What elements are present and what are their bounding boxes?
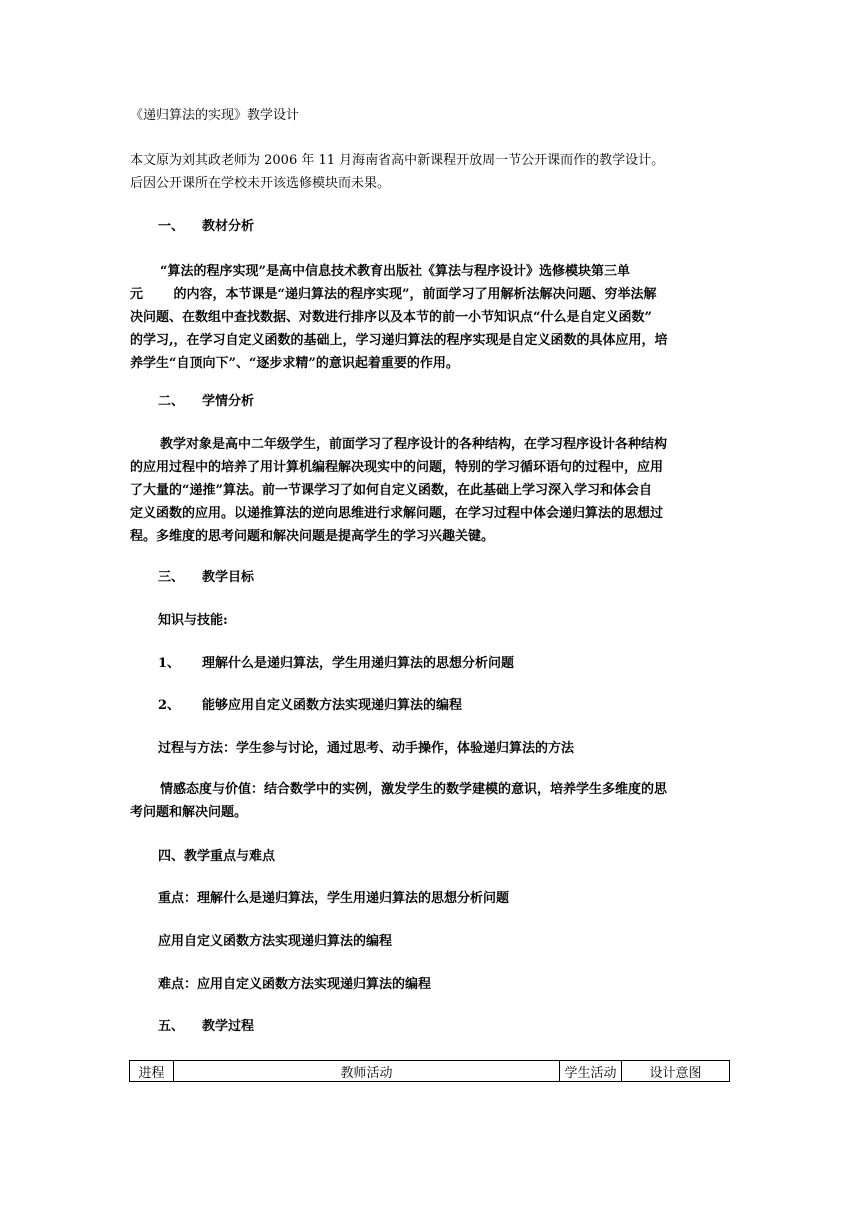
section-heading-5 [158,1017,254,1037]
table-header-student-activity: 学生活动 [560,1061,622,1081]
paragraph-line: 养学生“自顶向下”、“逐步求精”的意识起着重要的作用。 [130,356,459,371]
section-title: 教学过程 [202,1019,255,1034]
paragraph-line: 教学对象是高中二年级学生，前面学习了程序设计的各种结构，在学习程序设计各种结构 [160,437,668,452]
paragraph-line: 元 的内容，本节课是“递归算法的程序实现”，前面学习了用解析法解决问题、穷举法解 [130,287,657,302]
paragraph-learner-analysis [130,433,730,548]
section-title: 教材分析 [202,219,255,234]
teaching-process-table [129,1060,730,1082]
paragraph-line: 决问题、在数组中查找数据、对数进行排序以及本节的前一小节知识点“什么是自定义函数” [130,310,652,325]
paragraph-line: 情感态度与价值：结合数学中的实例，激发学生的数学建模的意识，培养学生多维度的思 [160,782,668,797]
paragraph-line: 定义函数的应用。以递推算法的逆向思维进行求解问题，在学习过程中体会递归算法的思想过 [130,506,664,521]
intro-line-1: 本文原为刘其政老师为 2006 年 11 月海南省高中新课程开放周一节公开课而作的教学设计。 [130,153,665,168]
goal-item-1 [158,654,514,674]
document-title: 《递归算法的实现》教学设计 [130,108,300,123]
knowledge-skills-label: 知识与技能: [158,613,228,628]
paragraph-line: 的学习,，在学习自定义函数的基础上，学习递归算法的程序实现是自定义函数的具体应用，培 [130,333,668,348]
goal-number: 1、 [158,656,181,671]
section-title: 学情分析 [202,394,255,409]
key-point: 重点：理解什么是递归算法，学生用递归算法的思想分析问题 [158,891,510,906]
paragraph-attitude [130,778,730,824]
paragraph-line: 了大量的“递推”算法。前一节课学习了如何自定义函数，在此基础上学习深入学习和体会自 [130,483,652,498]
paragraph-line: “算法的程序实现”是高中信息技术教育出版社《算法与程序设计》选修模块第三单 [160,264,630,279]
section-number: 三、 [158,570,185,585]
table-header-design-intent: 设计意图 [649,1065,702,1081]
paragraph-line: 的应用过程中的培养了用计算机编程解决现实中的问题，特别的学习循环语句的过程中，应用 [130,460,664,475]
paragraph-textbook-analysis [130,260,730,375]
process-method: 过程与方法：学生参与讨论，通过思考、动手操作，体验递归算法的方法 [158,741,575,756]
goal-item-2 [158,696,462,716]
section-heading-1 [158,217,254,237]
difficulty: 难点：应用自定义函数方法实现递归算法的编程 [158,977,432,992]
paragraph-line: 考问题和解决问题。 [130,805,248,820]
section-number: 一、 [158,219,185,234]
table-header-teacher-activity: 教师活动 [174,1061,560,1081]
key-point-2: 应用自定义函数方法实现递归算法的编程 [158,934,393,949]
section-number: 二、 [158,394,185,409]
section-heading-2 [158,392,254,412]
goal-text: 理解什么是递归算法，学生用递归算法的思想分析问题 [202,656,515,671]
section-heading-4: 四、教学重点与难点 [158,849,276,864]
table-header-stage: 进程 [130,1061,174,1081]
goal-text: 能够应用自定义函数方法实现递归算法的编程 [202,698,463,713]
paragraph-line: 程。多维度的思考问题和解决问题是提高学生的学习兴趣关键。 [130,529,495,544]
goal-number: 2、 [158,698,181,713]
section-heading-3 [158,568,254,588]
intro-line-2: 后因公开课所在学校未开该选修模块而未果。 [130,176,391,191]
section-title: 教学目标 [202,570,255,585]
section-number: 五、 [158,1019,185,1034]
